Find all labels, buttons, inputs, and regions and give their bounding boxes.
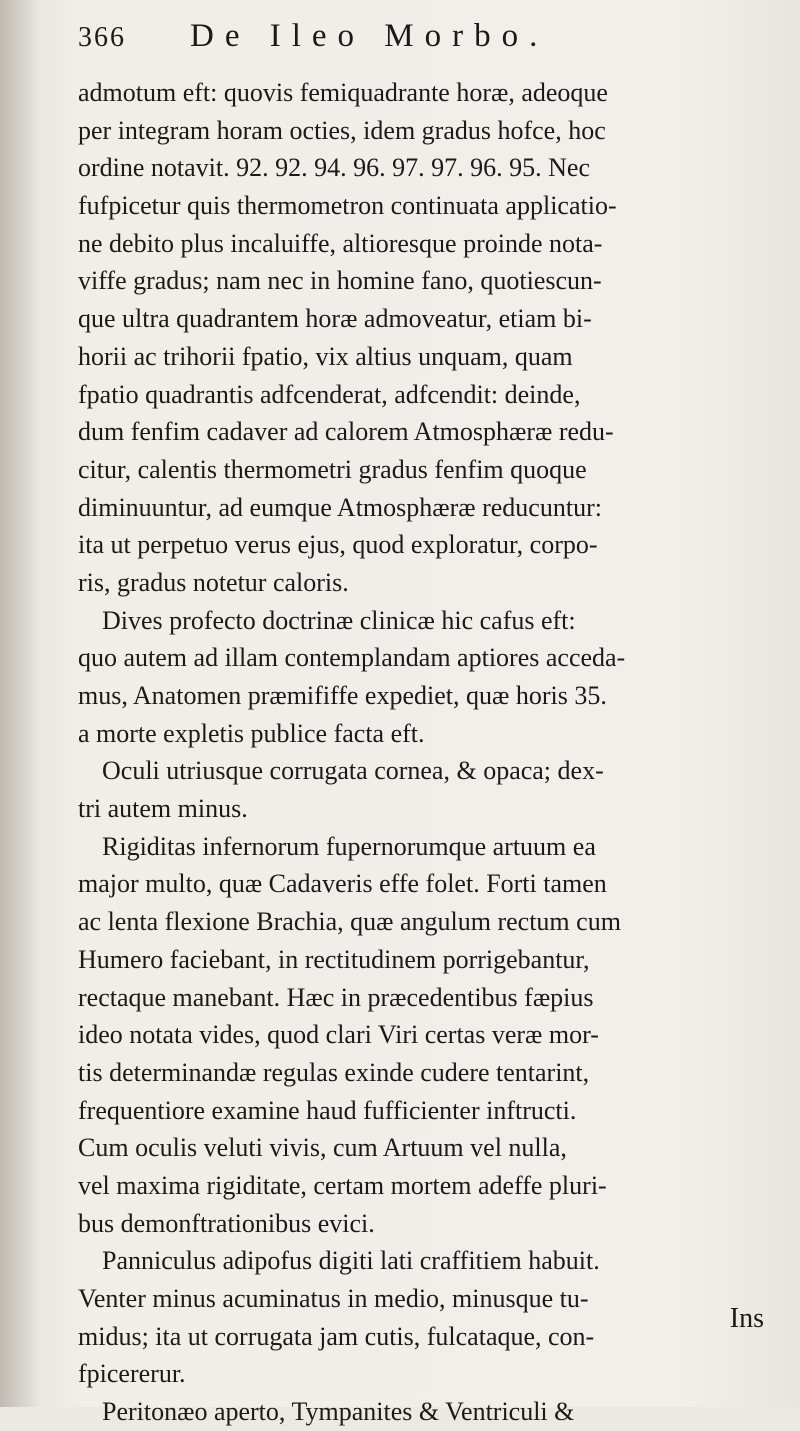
body-text xyxy=(78,74,768,1431)
text-line: diminuuntur, ad eumque Atmosphæræ reducuntur: xyxy=(78,492,602,522)
text-line: rectaque manebant. Hæc in præcedentibus fæpius xyxy=(78,982,594,1012)
text-line: bus demonftrationibus evici. xyxy=(78,1208,375,1238)
paragraph-start-line: Dives profecto doctrinæ clinicæ hic cafus eft: xyxy=(102,605,576,635)
text-line: horii ac trihorii fpatio, vix altius unquam, quam xyxy=(78,341,573,371)
text-line: Venter minus acuminatus in medio, minusque tu- xyxy=(78,1284,589,1313)
paragraph-start-line: Peritonæo aperto, Tympanites & Ventriculi & xyxy=(102,1397,575,1427)
text-line: dum fenfim cadaver ad calorem Atmosphæræ redu- xyxy=(78,417,614,447)
text-line: quo autem ad illam contemplandam aptiores acceda- xyxy=(78,643,626,673)
text-line: per integram horam octies, idem gradus hofce, hoc xyxy=(78,115,606,145)
running-title: De Ileo Morbo. xyxy=(190,18,549,54)
text-line: fufpicetur quis thermometron continuata applicatio- xyxy=(78,191,617,221)
text-line: viffe gradus; nam nec in homine fano, quotiescun- xyxy=(78,266,602,296)
text-line: tri autem minus. xyxy=(78,794,248,824)
text-line: vel maxima rigiditate, certam mortem adeffe pluri- xyxy=(78,1170,607,1200)
text-line: ris, gradus notetur caloris. xyxy=(78,567,349,597)
text-line: admotum eft: quovis femiquadrante horæ, adeoque xyxy=(78,78,608,107)
page-header xyxy=(78,18,718,62)
paragraph-start-line: Rigiditas infernorum fupernorumque artuum ea xyxy=(102,831,596,861)
paragraph-start-line: Oculi utriusque corrugata cornea, & opaca; dex- xyxy=(102,756,604,786)
paragraph-start-line: Panniculus adipofus digiti lati craffitiem habuit. xyxy=(102,1246,600,1276)
text-line: midus; ita ut corrugata jam cutis, fulcataque, con- xyxy=(78,1321,595,1351)
text-line: fpatio quadrantis adfcenderat, adfcendit: deinde, xyxy=(78,379,581,409)
text-line: ordine notavit. 92. 92. 94. 96. 97. 97. 96. 95. Nec xyxy=(78,153,590,183)
text-line: Humero faciebant, in rectitudinem porrigebantur, xyxy=(78,944,590,974)
text-line: mus, Anatomen præmififfe expediet, quæ horis 35. xyxy=(78,681,607,710)
text-line: ne debito plus incaluiffe, altioresque proinde nota- xyxy=(78,228,603,258)
text-line: citur, calentis thermometri gradus fenfim quoque xyxy=(78,454,587,484)
text-line: a morte expletis publice facta eft. xyxy=(78,718,425,748)
text-line: Cum oculis veluti vivis, cum Artuum vel nulla, xyxy=(78,1133,567,1163)
text-line: fpicererur. xyxy=(78,1359,186,1389)
text-line: ideo notata vides, quod clari Viri certas veræ mor- xyxy=(78,1020,599,1050)
text-line: tis determinandæ regulas exinde cudere tentarint, xyxy=(78,1057,590,1087)
text-line: ita ut perpetuo verus ejus, quod exploratur, corpo- xyxy=(78,530,598,560)
text-line: ac lenta flexione Brachia, quæ angulum rectum cum xyxy=(78,907,621,937)
page-number: 366 xyxy=(78,22,126,53)
text-line: frequentiore examine haud fufficienter inftructi. xyxy=(78,1095,577,1125)
text-line: major multo, quæ Cadaveris effe folet. Forti tamen xyxy=(78,869,607,899)
catchword: Ins xyxy=(729,1303,764,1334)
binding-shadow xyxy=(0,0,40,1407)
text-line: que ultra quadrantem horæ admoveatur, etiam bi- xyxy=(78,304,592,334)
